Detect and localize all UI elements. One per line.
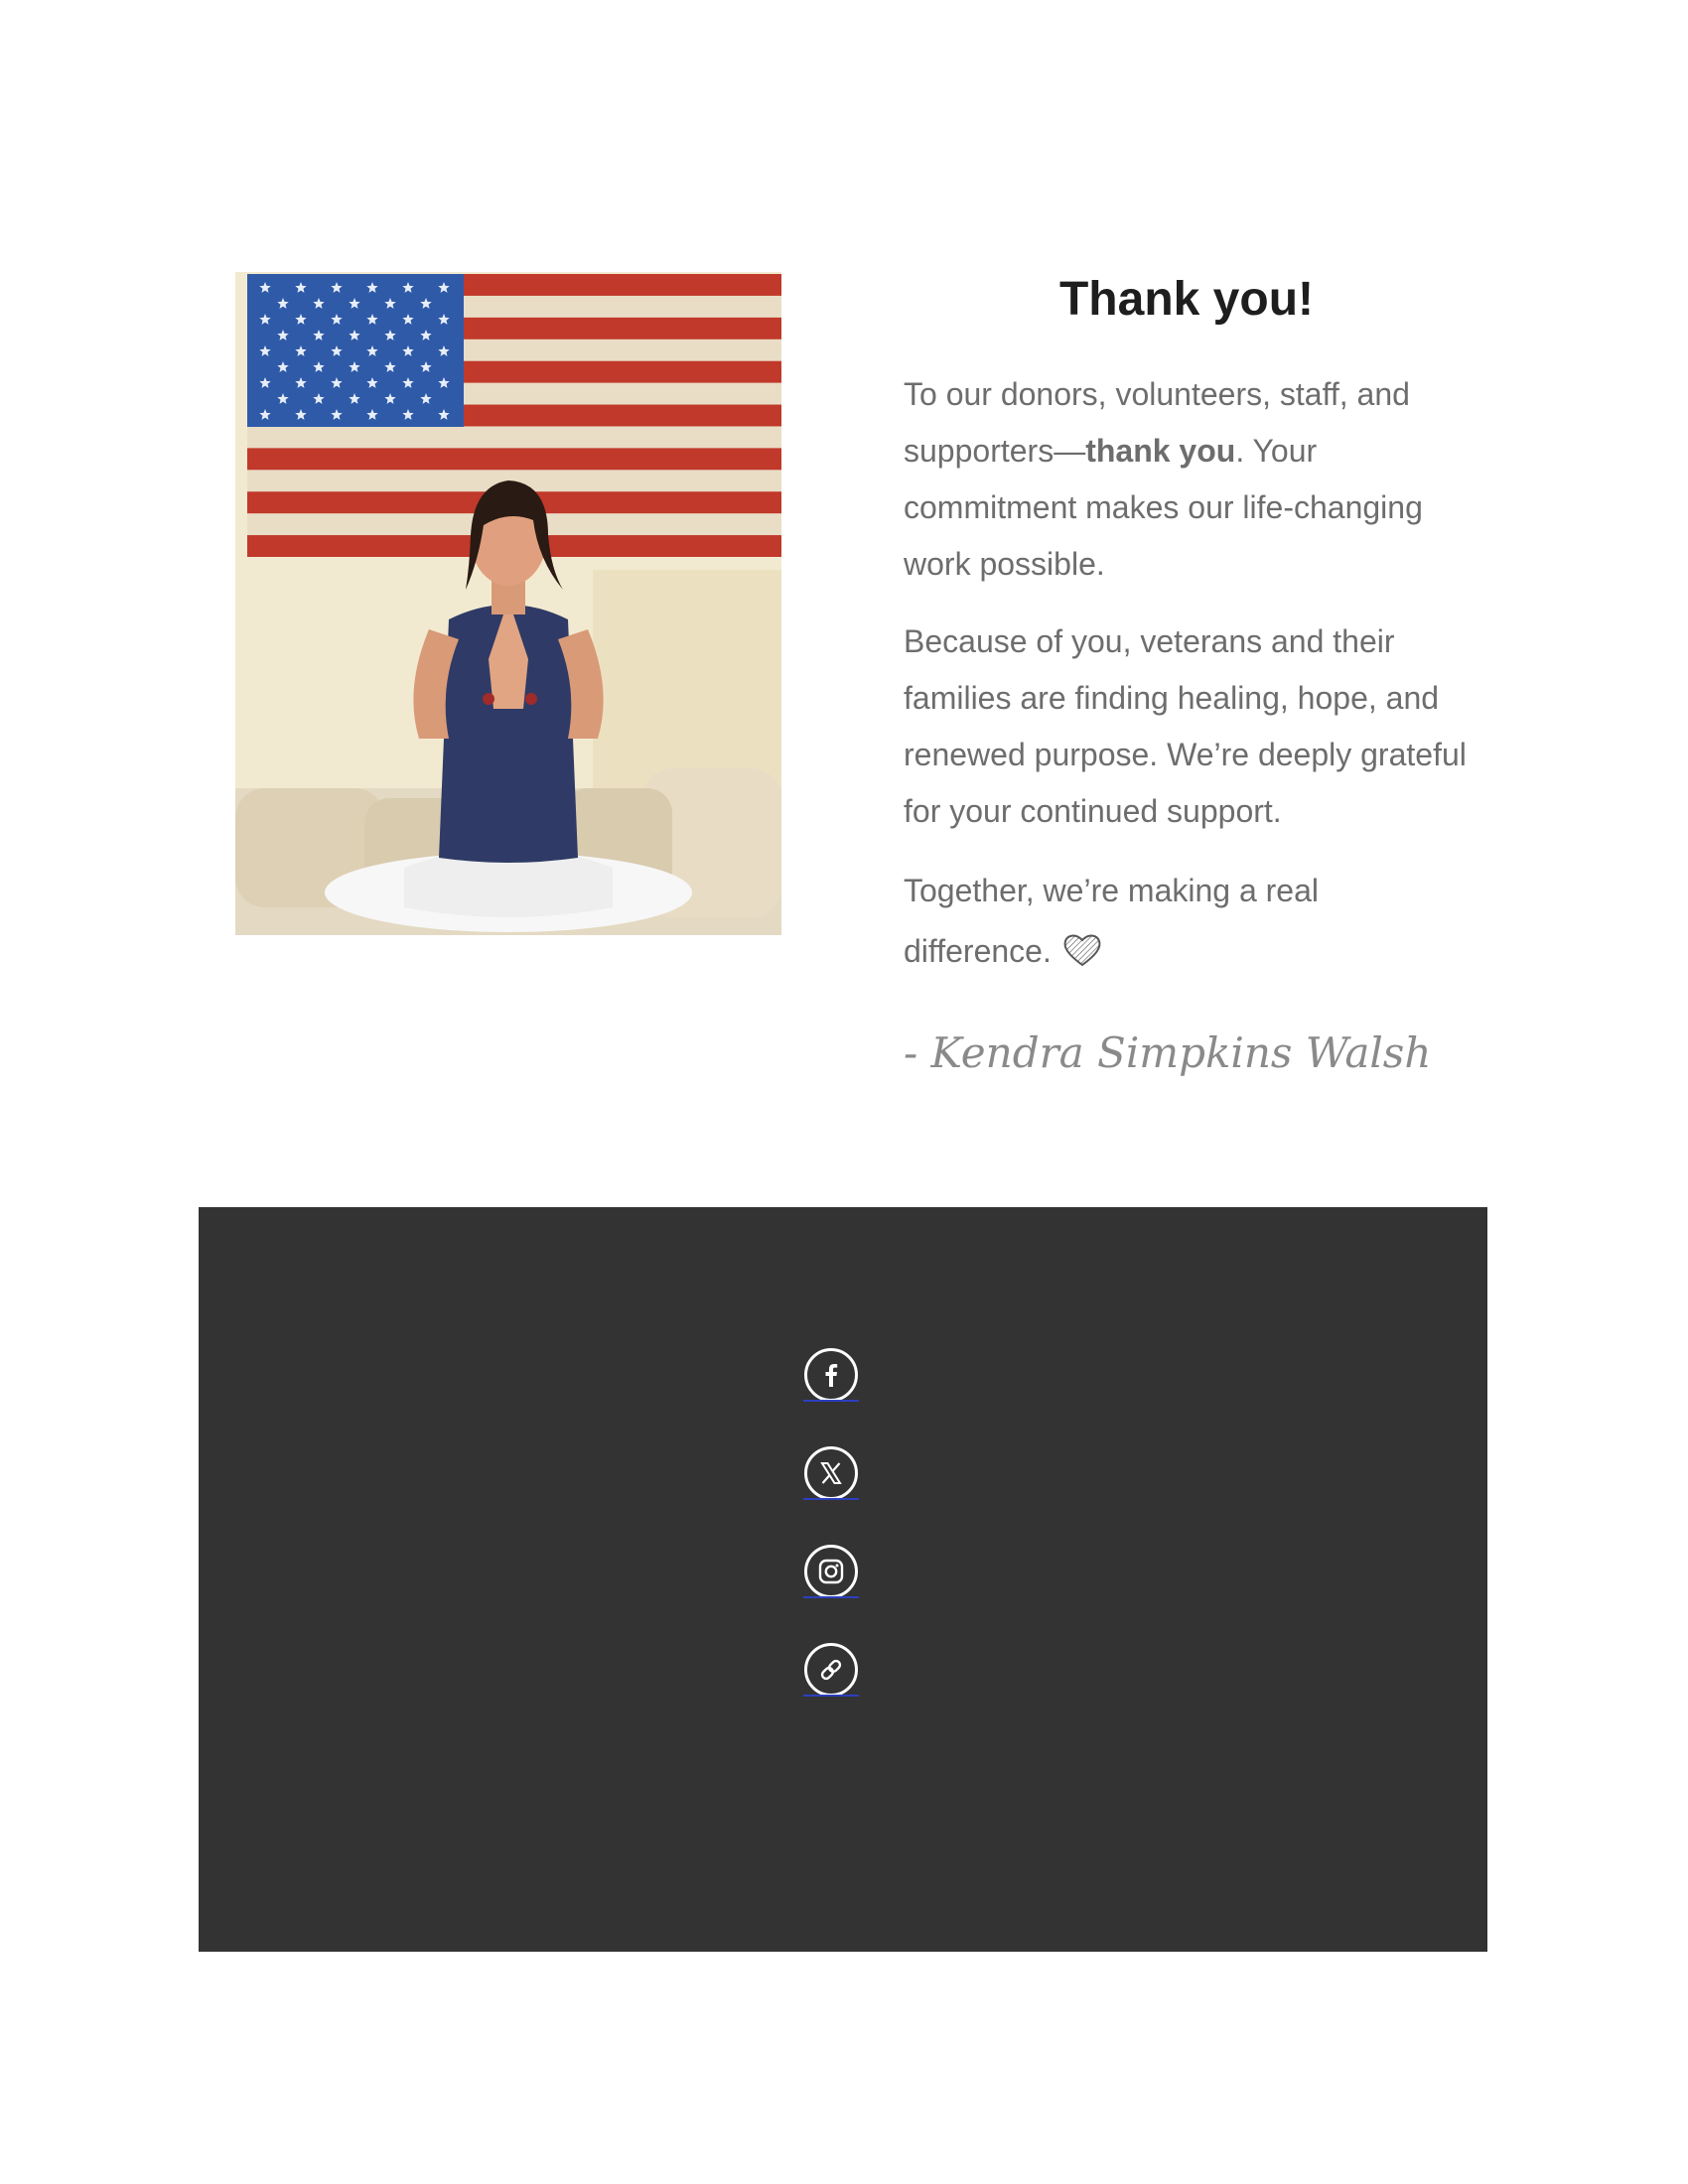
page-title: Thank you! <box>1058 273 1314 326</box>
link-underline <box>803 1400 859 1402</box>
meditation-flag-photo <box>235 272 781 935</box>
p1-text-end: . Your commitment makes our life-changing work possible. <box>904 433 1423 582</box>
p3-text: Together, we’re making a real difference. <box>904 873 1319 969</box>
website-link[interactable] <box>804 1643 858 1697</box>
link-icon <box>804 1643 858 1697</box>
link-underline <box>803 1498 859 1500</box>
x-link[interactable] <box>804 1446 858 1500</box>
link-underline <box>803 1695 859 1697</box>
facebook-link[interactable] <box>804 1348 858 1402</box>
heart-icon <box>1061 927 1103 988</box>
message-paragraph-2: Because of you, veterans and their families are finding healing, hope, and renewed purpose. We’re deeply grateful for your continued support. <box>904 623 1467 829</box>
hero-photo <box>235 272 781 935</box>
x-icon <box>804 1446 858 1500</box>
social-links <box>804 1348 858 1741</box>
signature: - Kendra Simpkins Walsh <box>904 1028 1432 1077</box>
p1-bold-text: thank you <box>1085 433 1236 469</box>
facebook-icon <box>804 1348 858 1402</box>
footer <box>199 1207 1487 1952</box>
instagram-link[interactable] <box>804 1545 858 1598</box>
thank-you-message <box>904 268 1470 1081</box>
message-paragraph-3 <box>904 861 1470 988</box>
instagram-icon <box>804 1545 858 1598</box>
p1-text-start: To our donors, volunteers, staff, and supporters— <box>904 376 1410 469</box>
message-paragraph-1 <box>904 366 1470 593</box>
link-underline <box>803 1596 859 1598</box>
